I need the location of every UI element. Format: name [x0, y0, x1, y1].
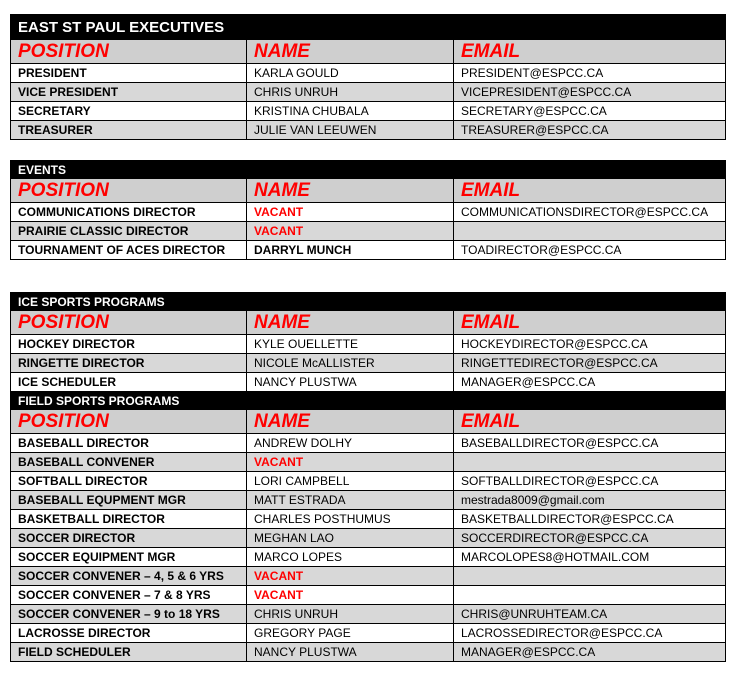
table-row: [11, 567, 726, 586]
email-cell: SOCCERDIRECTOR@ESPCC.CA: [454, 529, 726, 548]
position-cell: BASEBALL CONVENER: [11, 453, 247, 472]
position-cell: TREASURER: [11, 121, 247, 140]
position-cell: RINGETTE DIRECTOR: [11, 354, 247, 373]
position-cell: SOCCER CONVENER – 9 to 18 YRS: [11, 605, 247, 624]
name-cell: LORI CAMPBELL: [247, 472, 454, 491]
email-cell: BASKETBALLDIRECTOR@ESPCC.CA: [454, 510, 726, 529]
position-cell: FIELD SCHEDULER: [11, 643, 247, 662]
position-cell: SECRETARY: [11, 102, 247, 121]
name-header: NAME: [247, 40, 454, 64]
email-cell: [454, 586, 726, 605]
position-cell: PRAIRIE CLASSIC DIRECTOR: [11, 222, 247, 241]
field-rows: [11, 434, 726, 662]
email-cell: COMMUNICATIONSDIRECTOR@ESPCC.CA: [454, 203, 726, 222]
executives-title: EAST ST PAUL EXECUTIVES: [11, 15, 726, 40]
table-row: [11, 605, 726, 624]
position-cell: SOCCER DIRECTOR: [11, 529, 247, 548]
position-cell: VICE PRESIDENT: [11, 83, 247, 102]
email-cell: VICEPRESIDENT@ESPCC.CA: [454, 83, 726, 102]
position-cell: BASEBALL DIRECTOR: [11, 434, 247, 453]
name-cell: KYLE OUELLETTE: [247, 335, 454, 354]
name-cell: MATT ESTRADA: [247, 491, 454, 510]
name-cell: NANCY PLUSTWA: [247, 643, 454, 662]
events-rows: [11, 203, 726, 260]
table-row: [11, 434, 726, 453]
programs-table: [10, 292, 726, 662]
table-row: [11, 373, 726, 392]
email-header: EMAIL: [454, 40, 726, 64]
position-header: POSITION: [11, 40, 247, 64]
name-cell: KARLA GOULD: [247, 64, 454, 83]
table-row: [11, 491, 726, 510]
table-row: [11, 453, 726, 472]
email-cell: TOADIRECTOR@ESPCC.CA: [454, 241, 726, 260]
position-cell: SOCCER EQUIPMENT MGR: [11, 548, 247, 567]
name-cell: CHRIS UNRUH: [247, 83, 454, 102]
position-cell: TOURNAMENT OF ACES DIRECTOR: [11, 241, 247, 260]
table-row: [11, 586, 726, 605]
name-cell: NICOLE McALLISTER: [247, 354, 454, 373]
email-cell: MANAGER@ESPCC.CA: [454, 373, 726, 392]
email-cell: SOFTBALLDIRECTOR@ESPCC.CA: [454, 472, 726, 491]
name-cell: CHARLES POSTHUMUS: [247, 510, 454, 529]
email-header: EMAIL: [454, 179, 726, 203]
table-row: [11, 222, 726, 241]
email-cell: BASEBALLDIRECTOR@ESPCC.CA: [454, 434, 726, 453]
position-cell: BASKETBALL DIRECTOR: [11, 510, 247, 529]
position-cell: SOFTBALL DIRECTOR: [11, 472, 247, 491]
name-cell: VACANT: [247, 567, 454, 586]
name-cell: VACANT: [247, 586, 454, 605]
email-header: EMAIL: [454, 311, 726, 335]
position-cell: HOCKEY DIRECTOR: [11, 335, 247, 354]
executives-rows: [11, 64, 726, 140]
name-header: NAME: [247, 410, 454, 434]
email-cell: SECRETARY@ESPCC.CA: [454, 102, 726, 121]
email-cell: MARCOLOPES8@HOTMAIL.COM: [454, 548, 726, 567]
name-cell: MARCO LOPES: [247, 548, 454, 567]
name-header: NAME: [247, 179, 454, 203]
table-row: [11, 354, 726, 373]
name-cell: KRISTINA CHUBALA: [247, 102, 454, 121]
position-header: POSITION: [11, 179, 247, 203]
events-title-spacer: [454, 161, 726, 179]
position-cell: COMMUNICATIONS DIRECTOR: [11, 203, 247, 222]
table-row: [11, 335, 726, 354]
field-title: FIELD SPORTS PROGRAMS: [11, 392, 726, 410]
email-cell: TREASURER@ESPCC.CA: [454, 121, 726, 140]
position-header: POSITION: [11, 410, 247, 434]
name-header: NAME: [247, 311, 454, 335]
events-title: EVENTS: [11, 161, 247, 179]
position-cell: LACROSSE DIRECTOR: [11, 624, 247, 643]
table-row: [11, 472, 726, 491]
table-row: [11, 64, 726, 83]
email-cell: RINGETTEDIRECTOR@ESPCC.CA: [454, 354, 726, 373]
email-cell: LACROSSEDIRECTOR@ESPCC.CA: [454, 624, 726, 643]
email-cell: MANAGER@ESPCC.CA: [454, 643, 726, 662]
email-cell: mestrada8009@gmail.com: [454, 491, 726, 510]
position-cell: BASEBALL EQUPMENT MGR: [11, 491, 247, 510]
name-cell: VACANT: [247, 453, 454, 472]
email-cell: [454, 567, 726, 586]
email-cell: CHRIS@UNRUHTEAM.CA: [454, 605, 726, 624]
email-cell: HOCKEYDIRECTOR@ESPCC.CA: [454, 335, 726, 354]
name-cell: NANCY PLUSTWA: [247, 373, 454, 392]
name-cell: VACANT: [247, 222, 454, 241]
ice-title: ICE SPORTS PROGRAMS: [11, 293, 726, 311]
name-cell: VACANT: [247, 203, 454, 222]
position-cell: ICE SCHEDULER: [11, 373, 247, 392]
position-cell: PRESIDENT: [11, 64, 247, 83]
table-row: [11, 548, 726, 567]
table-row: [11, 121, 726, 140]
position-cell: SOCCER CONVENER – 4, 5 & 6 YRS: [11, 567, 247, 586]
events-title-spacer: [247, 161, 454, 179]
table-row: [11, 102, 726, 121]
name-cell: DARRYL MUNCH: [247, 241, 454, 260]
email-cell: PRESIDENT@ESPCC.CA: [454, 64, 726, 83]
name-cell: CHRIS UNRUH: [247, 605, 454, 624]
ice-rows: [11, 335, 726, 392]
table-row: [11, 529, 726, 548]
email-cell: [454, 222, 726, 241]
table-row: [11, 83, 726, 102]
table-row: [11, 624, 726, 643]
table-row: [11, 241, 726, 260]
table-row: [11, 203, 726, 222]
name-cell: MEGHAN LAO: [247, 529, 454, 548]
name-cell: GREGORY PAGE: [247, 624, 454, 643]
table-row: [11, 510, 726, 529]
name-cell: ANDREW DOLHY: [247, 434, 454, 453]
position-cell: SOCCER CONVENER – 7 & 8 YRS: [11, 586, 247, 605]
email-header: EMAIL: [454, 410, 726, 434]
events-table: [10, 160, 726, 260]
email-cell: [454, 453, 726, 472]
position-header: POSITION: [11, 311, 247, 335]
table-row: [11, 643, 726, 662]
executives-table: [10, 14, 726, 140]
name-cell: JULIE VAN LEEUWEN: [247, 121, 454, 140]
